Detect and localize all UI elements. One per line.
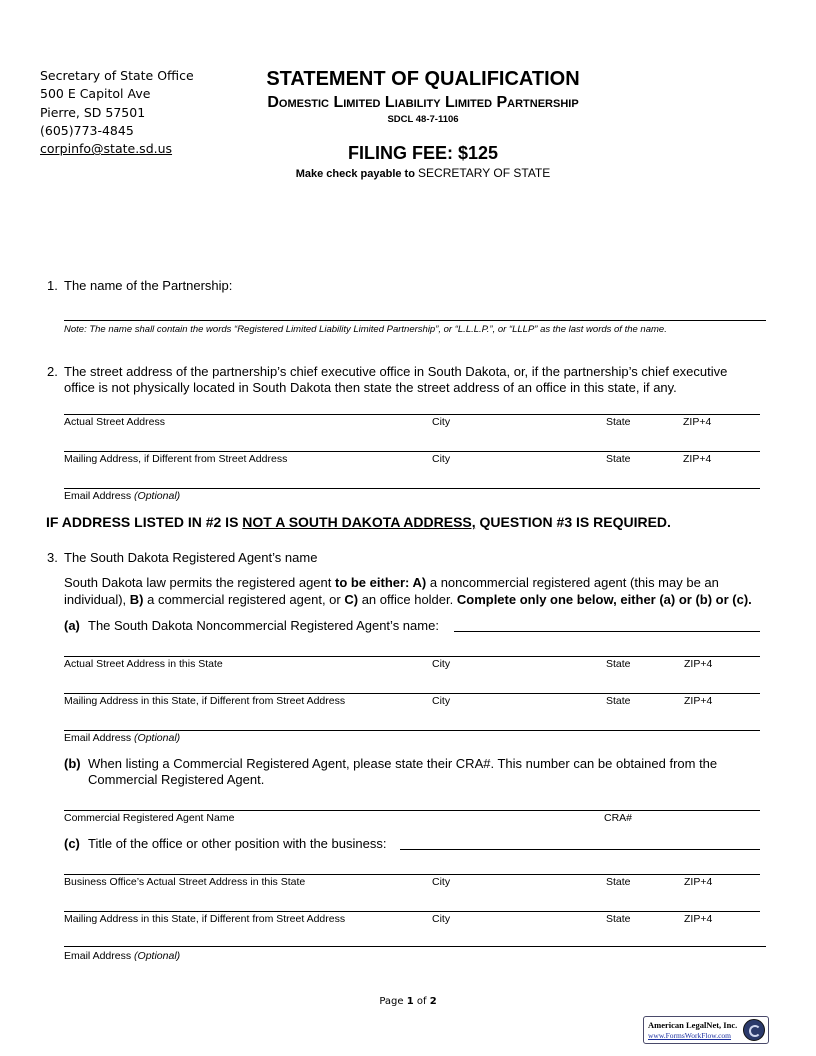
warning-underlined: NOT A SOUTH DAKOTA ADDRESS, — [242, 514, 476, 530]
office-phone: (605)773-4845 — [40, 122, 134, 138]
c-zip-label: ZIP+4 — [684, 876, 713, 888]
logo-site-link[interactable]: www.FormsWorkFlow.com — [648, 1031, 732, 1040]
c-mailing-city-label: City — [432, 913, 451, 925]
option-b-tag: (b) — [64, 756, 81, 771]
law1-b: to be either: A) — [334, 575, 427, 590]
law2-a: individual), — [64, 592, 130, 607]
q2-email-text: Email Address — [64, 490, 132, 502]
c-mailing-input[interactable] — [64, 911, 760, 912]
law1-a: South Dakota law permits the registered agent — [64, 575, 335, 590]
option-a-tag: (a) — [64, 618, 80, 633]
a-state-label: State — [606, 658, 631, 670]
a-mailing-city-label: City — [432, 695, 451, 707]
q3-law-line1 — [64, 575, 719, 590]
page-of: of — [413, 996, 430, 1007]
c-email-input[interactable] — [64, 946, 766, 947]
a-street-label: Actual Street Address in this State — [64, 658, 223, 670]
q2-mailing-zip-label: ZIP+4 — [683, 453, 712, 465]
partnership-name-input[interactable] — [64, 320, 766, 321]
q2-mailing-input[interactable] — [64, 451, 760, 452]
c-email-label — [64, 950, 180, 962]
office-title-input[interactable] — [400, 849, 760, 850]
law2-c: a commercial registered agent, or — [143, 592, 345, 607]
cra-number-label: CRA# — [604, 812, 633, 824]
payable-to: SECRETARY OF STATE — [418, 166, 551, 180]
a-mailing-label: Mailing Address in this State, if Different from Street Address — [64, 695, 346, 707]
law2-d: C) — [344, 592, 359, 607]
option-b-line2: Commercial Registered Agent. — [88, 772, 265, 787]
q2-mailing-label: Mailing Address, if Different from Street Address — [64, 453, 288, 465]
c-street-label: Business Office’s Actual Street Address in this State — [64, 876, 306, 888]
statute-reference: SDCL 48-7-1106 — [387, 114, 459, 125]
option-b-line1: When listing a Commercial Registered Agent, please state their CRA#. This number can be obtained from the — [88, 756, 718, 771]
cra-name-label: Commercial Registered Agent Name — [64, 812, 235, 824]
q2-mailing-city-label: City — [432, 453, 451, 465]
a-mailing-input[interactable] — [64, 693, 760, 694]
q2-number: 2. — [47, 364, 58, 379]
form-subtitle: Domestic Limited Liability Limited Partnership — [267, 94, 579, 111]
c-email-text: Email Address — [64, 950, 132, 962]
c-street-input[interactable] — [64, 874, 760, 875]
page-prefix: Page — [379, 996, 407, 1007]
a-mailing-state-label: State — [606, 695, 631, 707]
payable-prefix: Make check payable to — [295, 168, 415, 180]
a-email-label — [64, 732, 180, 744]
q1-label: The name of the Partnership: — [64, 278, 233, 293]
globe-icon — [743, 1019, 765, 1041]
filing-fee: FILING FEE: $125 — [347, 143, 499, 163]
law2-b: B) — [129, 592, 144, 607]
page-indicator — [0, 996, 816, 1007]
payable-line — [0, 166, 816, 180]
law2-f: Complete only one below, either (a) or (b) or (c). — [456, 592, 752, 607]
a-email-input[interactable] — [64, 730, 760, 731]
q2-email-label — [64, 490, 180, 502]
logo-name: American LegalNet, Inc. — [648, 1020, 738, 1030]
c-mailing-label: Mailing Address in this State, if Different from Street Address — [64, 913, 346, 925]
office-street: 500 E Capitol Ave — [40, 86, 151, 102]
q2-text-line2: office is not physically located in South Dakota then state the street address of an office in this state, if any. — [64, 380, 677, 395]
a-mailing-zip-label: ZIP+4 — [684, 695, 713, 707]
q2-zip-label: ZIP+4 — [683, 416, 712, 428]
option-c-label: Title of the office or other position with the business: — [88, 836, 387, 851]
a-email-optional: (Optional) — [134, 732, 181, 744]
a-zip-label: ZIP+4 — [684, 658, 713, 670]
a-email-text: Email Address — [64, 732, 132, 744]
page-current: 1 — [406, 996, 414, 1007]
american-legalnet-logo[interactable] — [643, 1016, 769, 1044]
page-total: 2 — [429, 996, 437, 1007]
office-name: Secretary of State Office — [40, 68, 194, 83]
q1-number: 1. — [47, 278, 58, 293]
option-a-label: The South Dakota Noncommercial Registered Agent’s name: — [88, 618, 439, 633]
q3-law-line2 — [64, 592, 752, 607]
q2-street-label: Actual Street Address — [64, 416, 165, 428]
c-mailing-zip-label: ZIP+4 — [684, 913, 713, 925]
option-c-tag: (c) — [64, 836, 80, 851]
commercial-agent-input[interactable] — [64, 810, 760, 811]
office-city: Pierre, SD 57501 — [40, 104, 146, 120]
q2-state-label: State — [606, 416, 631, 428]
a-street-input[interactable] — [64, 656, 760, 657]
address-warning — [46, 514, 671, 530]
q2-street-input[interactable] — [64, 414, 760, 415]
law1-c: a noncommercial registered agent (this may be an — [426, 575, 719, 590]
c-mailing-state-label: State — [606, 913, 631, 925]
noncommercial-agent-name-input[interactable] — [454, 631, 760, 632]
c-city-label: City — [432, 876, 451, 888]
q1-note: Note: The name shall contain the words “Registered Limited Liability Limited Partnership”, or “L.L.L.P.”, or “LLLP” as the last words of the name. — [64, 324, 667, 335]
q2-city-label: City — [432, 416, 451, 428]
q2-mailing-state-label: State — [606, 453, 631, 465]
form-title: STATEMENT OF QUALIFICATION — [266, 68, 580, 90]
warning-pre: IF ADDRESS LISTED IN #2 IS — [46, 514, 243, 530]
c-state-label: State — [606, 876, 631, 888]
c-email-optional: (Optional) — [134, 950, 181, 962]
q2-text-line1: The street address of the partnership’s chief executive office in South Dakota, or, if the partnership’s chief executive — [64, 364, 728, 379]
law2-e: an office holder. — [358, 592, 457, 607]
office-email-link[interactable]: corpinfo@state.sd.us — [40, 141, 173, 157]
q3-number: 3. — [47, 550, 58, 565]
q2-email-input[interactable] — [64, 488, 760, 489]
q3-label: The South Dakota Registered Agent’s name — [64, 550, 318, 565]
warning-post: QUESTION #3 IS REQUIRED. — [475, 514, 671, 530]
q2-email-optional: (Optional) — [134, 490, 181, 502]
a-city-label: City — [432, 658, 451, 670]
